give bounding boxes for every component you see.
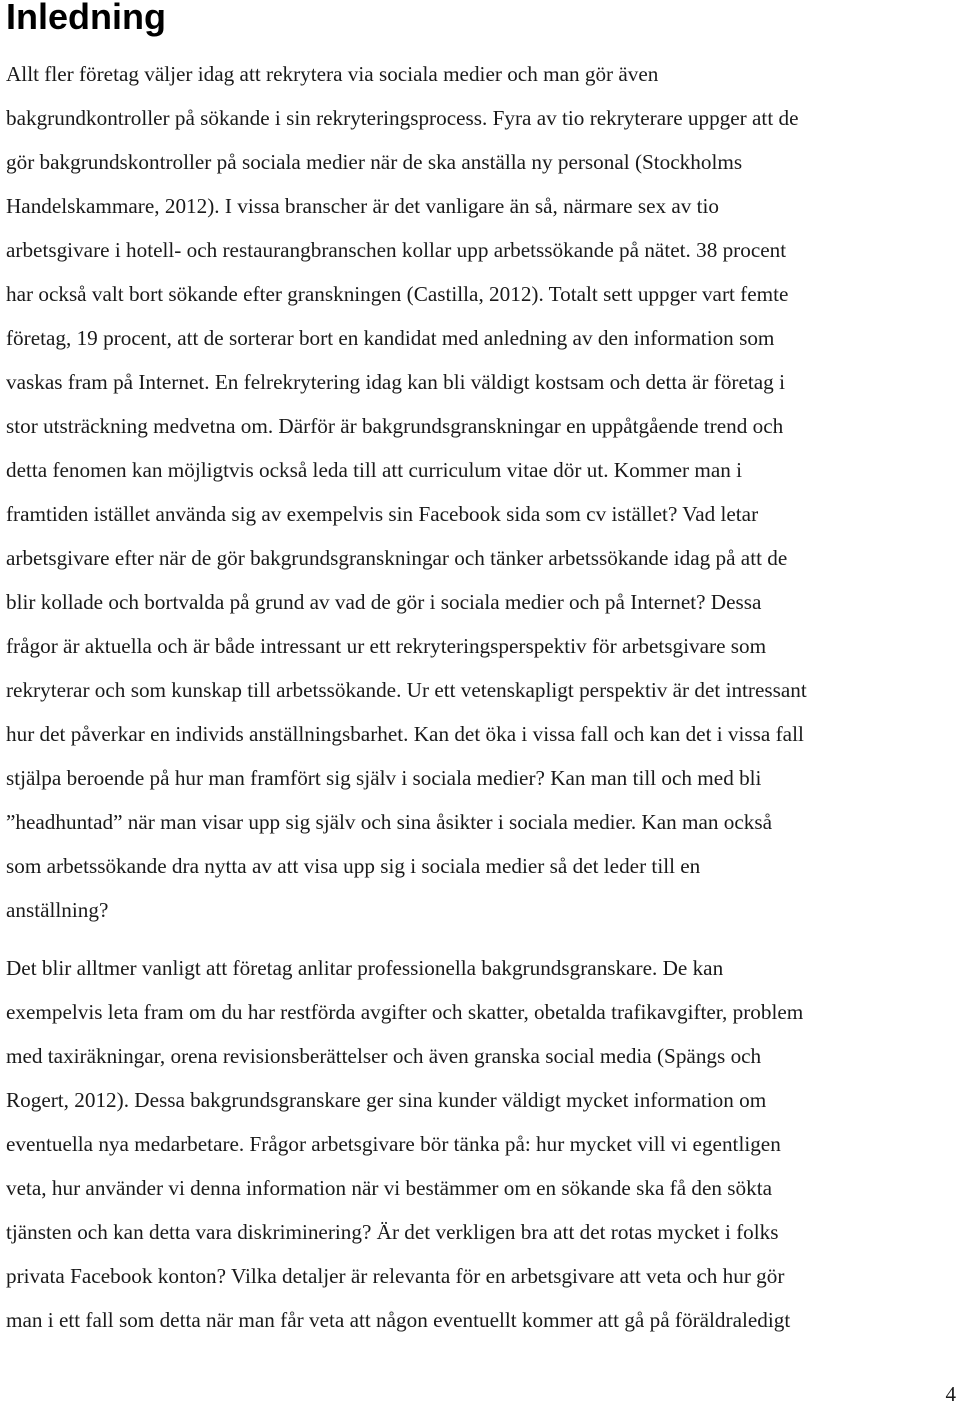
text-line: privata Facebook konton? Vilka detaljer är relevanta för en arbetsgivare att veta och hur gör [6, 1264, 785, 1288]
text-line: blir kollade och bortvalda på grund av vad de gör i sociala medier och på Internet? Dessa [6, 590, 762, 614]
paragraph-1 [6, 52, 807, 932]
text-line: frågor är aktuella och är både intressant ur ett rekryteringsperspektiv för arbetsgivare som [6, 634, 767, 658]
text-line: arbetsgivare efter när de gör bakgrundsgranskningar och tänker arbetssökande idag på att de [6, 546, 788, 570]
text-line: stor utsträckning medvetna om. Därför är bakgrundsgranskningar en uppåtgående trend och [6, 414, 784, 438]
text-line: som arbetssökande dra nytta av att visa upp sig i sociala medier så det leder till en [6, 854, 701, 878]
text-line: Det blir alltmer vanligt att företag anlitar professionella bakgrundsgranskare. De kan [6, 956, 724, 980]
text-line: med taxiräkningar, orena revisionsberättelser och även granska social media (Spängs och [6, 1044, 762, 1068]
text-line: har också valt bort sökande efter granskningen (Castilla, 2012). Totalt sett uppger vart femte [6, 282, 789, 306]
text-line: exempelvis leta fram om du har restförda avgifter och skatter, obetalda trafikavgifter, problem [6, 1000, 804, 1024]
text-line: tjänsten och kan detta vara diskriminering? Är det verkligen bra att det rotas mycket i folks [6, 1220, 779, 1244]
text-line: detta fenomen kan möjligtvis också leda till att curriculum vitae dör ut. Kommer man i [6, 458, 743, 482]
text-line: ”headhuntad” när man visar upp sig själv och sina åsikter i sociala medier. Kan man också [6, 810, 773, 834]
text-line: hur det påverkar en individs anställningsbarhet. Kan det öka i vissa fall och kan det i vissa fall [6, 722, 804, 746]
text-line: man i ett fall som detta när man får veta att någon eventuellt kommer att gå på föräldraledigt [6, 1308, 791, 1332]
text-line: stjälpa beroende på hur man framfört sig själv i sociala medier? Kan man till och med bli [6, 766, 762, 790]
text-line: gör bakgrundskontroller på sociala medier när de ska anställa ny personal (Stockholms [6, 150, 743, 174]
text-line: anställning? [6, 898, 109, 922]
text-line: företag, 19 procent, att de sorterar bort en kandidat med anledning av den information som [6, 326, 775, 350]
section-heading: Inledning [6, 0, 166, 37]
text-line: eventuella nya medarbetare. Frågor arbetsgivare bör tänka på: hur mycket vill vi egentligen [6, 1132, 781, 1156]
text-line: Rogert, 2012). Dessa bakgrundsgranskare ger sina kunder väldigt mycket information om [6, 1088, 767, 1112]
text-line: veta, hur använder vi denna information när vi bestämmer om en sökande ska få den sökta [6, 1176, 773, 1200]
paragraph-2 [6, 946, 803, 1342]
text-line: framtiden istället använda sig av exempelvis sin Facebook sida som cv istället? Vad letar [6, 502, 759, 526]
text-line: Allt fler företag väljer idag att rekrytera via sociala medier och man gör även [6, 62, 659, 86]
text-line: bakgrundkontroller på sökande i sin rekryteringsprocess. Fyra av tio rekryterare uppger att de [6, 106, 799, 130]
text-line: rekryterar och som kunskap till arbetssökande. Ur ett vetenskapligt perspektiv är det intressant [6, 678, 807, 702]
text-line: arbetsgivare i hotell- och restaurangbranschen kollar upp arbetssökande på nätet. 38 procent [6, 238, 787, 262]
text-line: vaskas fram på Internet. En felrekrytering idag kan bli väldigt kostsam och detta är företag i [6, 370, 785, 394]
page-number: 4 [945, 1382, 956, 1406]
text-line: Handelskammare, 2012). I vissa branscher är det vanligare än så, närmare sex av tio [6, 194, 720, 218]
